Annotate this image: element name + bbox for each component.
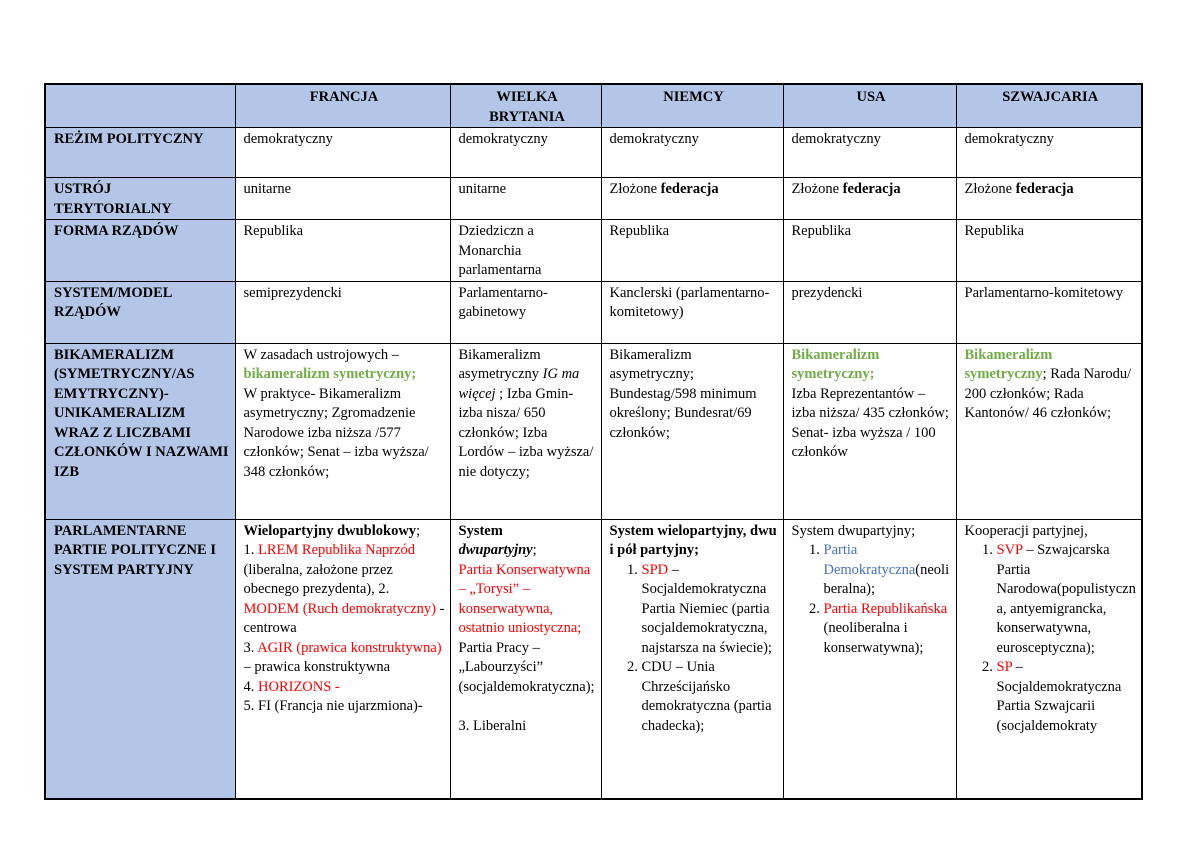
cell-ustroj-szwajcaria [956,178,1142,220]
text-bold-italic: dwupartyjny [458,542,533,558]
row-forma [45,220,1142,282]
cell-bikam-szwajcaria [956,343,1142,519]
cell-clip [792,522,951,798]
text-plain: 5. FI (Francja nie ujarzmiona)- [243,698,423,714]
cell-clip [965,522,1137,798]
cell-bikam-usa [783,343,956,519]
list-item [642,658,778,736]
text-plain: 3. Liberalni [458,717,527,734]
text-blue: Partia Demokratyczna [823,542,916,578]
text-bold: System wielopartyjny, dwu i pół partyjny; [609,522,777,558]
text-plain: Kooperacji partyjnej, [964,522,1088,539]
text-federacja: federacja [660,181,719,197]
text-plain: System dwupartyjny; [791,522,916,539]
text-plain: Bikameralizm asymetryczny [458,346,543,382]
row-header-rezim: REŻIM POLITYCZNY [45,128,235,178]
row-header-forma: FORMA RZĄDÓW [45,220,235,282]
text-plain: - centrowa [243,600,445,636]
cell-clip [610,522,778,798]
text-plain: Izba Reprezentantów – izba niższa/ 435 członków; Senat- izba wyższa / 100 członków [791,385,949,460]
list-item [642,561,778,659]
cell-clip [244,522,445,798]
text-plain: W zasadach ustrojowych – [243,346,400,363]
row-bikameralizm [45,343,1142,519]
text-plain: (liberalna, założone przez obecnego prezydenta), 2. [243,561,393,597]
cell-system-szwajcaria: Parlamentarno-komitetowy [956,281,1142,343]
text-federacja: federacja [1015,181,1074,197]
col-header-niemcy: NIEMCY [601,84,783,128]
cell-ustroj-usa [783,178,956,220]
text-zlozone: Złożone [964,181,1016,197]
cell-bikam-niemcy: Bikameralizm asymetryczny; Bundestag/598 minimum określony; Bundesrat/69 członków; [601,343,783,519]
list-item [824,600,951,659]
cell-ustroj-niemcy [601,178,783,220]
col-header-wielka-brytania: WIELKA BRYTANIA [450,84,601,128]
cell-rezim-uk: demokratyczny [450,128,601,178]
row-header-partie: PARLAMENTARNE PARTIE POLITYCZNE I SYSTEM PARTYJNY [45,519,235,799]
header-row [45,84,1142,128]
party-list [965,541,1137,736]
comparison-table [44,83,1143,800]
col-header-usa: USA [783,84,956,128]
list-item [997,541,1137,658]
row-partie [45,519,1142,799]
text-red: Partia Konserwatywna – „Torysi” – konserwatywna, ostatnio uniostyczna; [458,561,591,636]
text-red: SVP [996,542,1023,558]
text-plain: ; [532,542,537,558]
cell-forma-uk: Dziedziczn a Monarchia parlamentarna [450,220,601,282]
cell-forma-niemcy: Republika [601,220,783,282]
text-plain: (neoliberalna i konserwatywna); [823,620,924,656]
cell-rezim-francja: demokratyczny [235,128,450,178]
row-header-ustroj: USTRÓJ TERYTORIALNY [45,178,235,220]
col-header-francja: FRANCJA [235,84,450,128]
cell-partie-usa [783,519,956,799]
corner-cell [45,84,235,128]
row-ustroj [45,178,1142,220]
text-plain: 3. [243,639,258,656]
text-plain: ; Rada Narodu/ 200 członków; Rada Kantonów/ 46 członków; [964,366,1132,421]
text-zlozone: Złożone [791,181,843,197]
text-plain: W praktyce- Bikameralizm asymetryczny; Zgromadzenie Narodowe izba niższa /577 członków; Senat – izba wyższa/ 348 członków; [243,385,429,480]
party-list [792,541,951,658]
text-zlozone: Złożone [609,181,661,197]
text-plain: ; [416,522,421,539]
cell-ustroj-uk: unitarne [450,178,601,220]
cell-rezim-usa: demokratyczny [783,128,956,178]
text-plain: 1. [243,542,258,558]
cell-bikam-uk [450,343,601,519]
text-plain: – Socjaldemokratyczna Partia Szwajcarii (socjaldemokraty [996,659,1122,734]
row-header-bikameralizm: BIKAMERALIZM (SYMETRYCZNY/AS EMYTRYCZNY)- UNIKAMERALIZM WRAZ Z LICZBAMI CZŁONKÓW I NAZWAMI IZB [45,343,235,519]
text-plain: 4. [243,678,258,695]
text-plain: (neoliberalna); [823,561,950,597]
text-plain: – Socjaldemokratyczna Partia Niemiec (partia socjaldemokratyczna, najstarsza na świecie); [641,561,772,656]
party-list [610,561,778,737]
text-red: LREM Republika Naprzód [258,542,416,558]
cell-forma-usa: Republika [783,220,956,282]
cell-partie-uk [450,519,601,799]
cell-rezim-niemcy: demokratyczny [601,128,783,178]
cell-partie-szwajcaria [956,519,1142,799]
cell-forma-francja: Republika [235,220,450,282]
cell-forma-szwajcaria: Republika [956,220,1142,282]
text-red: SPD [641,561,669,578]
cell-ustroj-francja: unitarne [235,178,450,220]
text-plain: – prawica konstruktywna [243,659,391,675]
text-green: symetryczny [964,366,1043,382]
row-rezim [45,128,1142,178]
text-red: AGIR (prawica konstruktywna) [257,639,442,656]
list-item [824,541,951,600]
cell-system-usa: prezydencki [783,281,956,343]
cell-partie-niemcy [601,519,783,799]
text-green: bikameralizm symetryczny; [243,366,417,382]
cell-clip [459,522,596,798]
cell-system-francja: semiprezydencki [235,281,450,343]
cell-rezim-szwajcaria: demokratyczny [956,128,1142,178]
text-plain: CDU – Unia Chrześcijańsko demokratyczna (partia chadecka); [641,659,772,734]
cell-bikam-francja [235,343,450,519]
list-item [997,658,1137,736]
text-red: HORIZONS - [258,678,340,695]
text-bold: Wielopartyjny dwublokowy [243,522,417,539]
text-green: Bikameralizm [964,346,1053,363]
text-italic: IG ma więcej [458,366,580,402]
cell-system-niemcy: Kanclerski (parlamentarno-komitetowy) [601,281,783,343]
cell-partie-francja [235,519,450,799]
col-header-szwajcaria: SZWAJCARIA [956,84,1142,128]
text-red: SP [996,659,1013,675]
text-plain: ; Izba Gmin- izba nisza/ 650 członków; Izba Lordów – izba wyższa/ nie dotyczy; [458,385,594,480]
text-green: Bikameralizm symetryczny; [791,346,880,382]
text-red: Partia Republikańska [823,600,948,617]
text-plain: Partia Pracy – „Labourzyści” (socjaldemokratyczna); [458,639,595,695]
text-red: MODEM (Ruch demokratyczny) [243,600,436,617]
text-plain: – Szwajcarska Partia Narodowa(populistyczna, antyemigrancka, konserwatywna, eurosceptyczna); [996,542,1136,656]
text-bold: System [458,522,503,539]
row-system [45,281,1142,343]
row-header-system: SYSTEM/MODEL RZĄDÓW [45,281,235,343]
text-federacja: federacja [842,181,901,197]
cell-system-uk: Parlamentarno-gabinetowy [450,281,601,343]
